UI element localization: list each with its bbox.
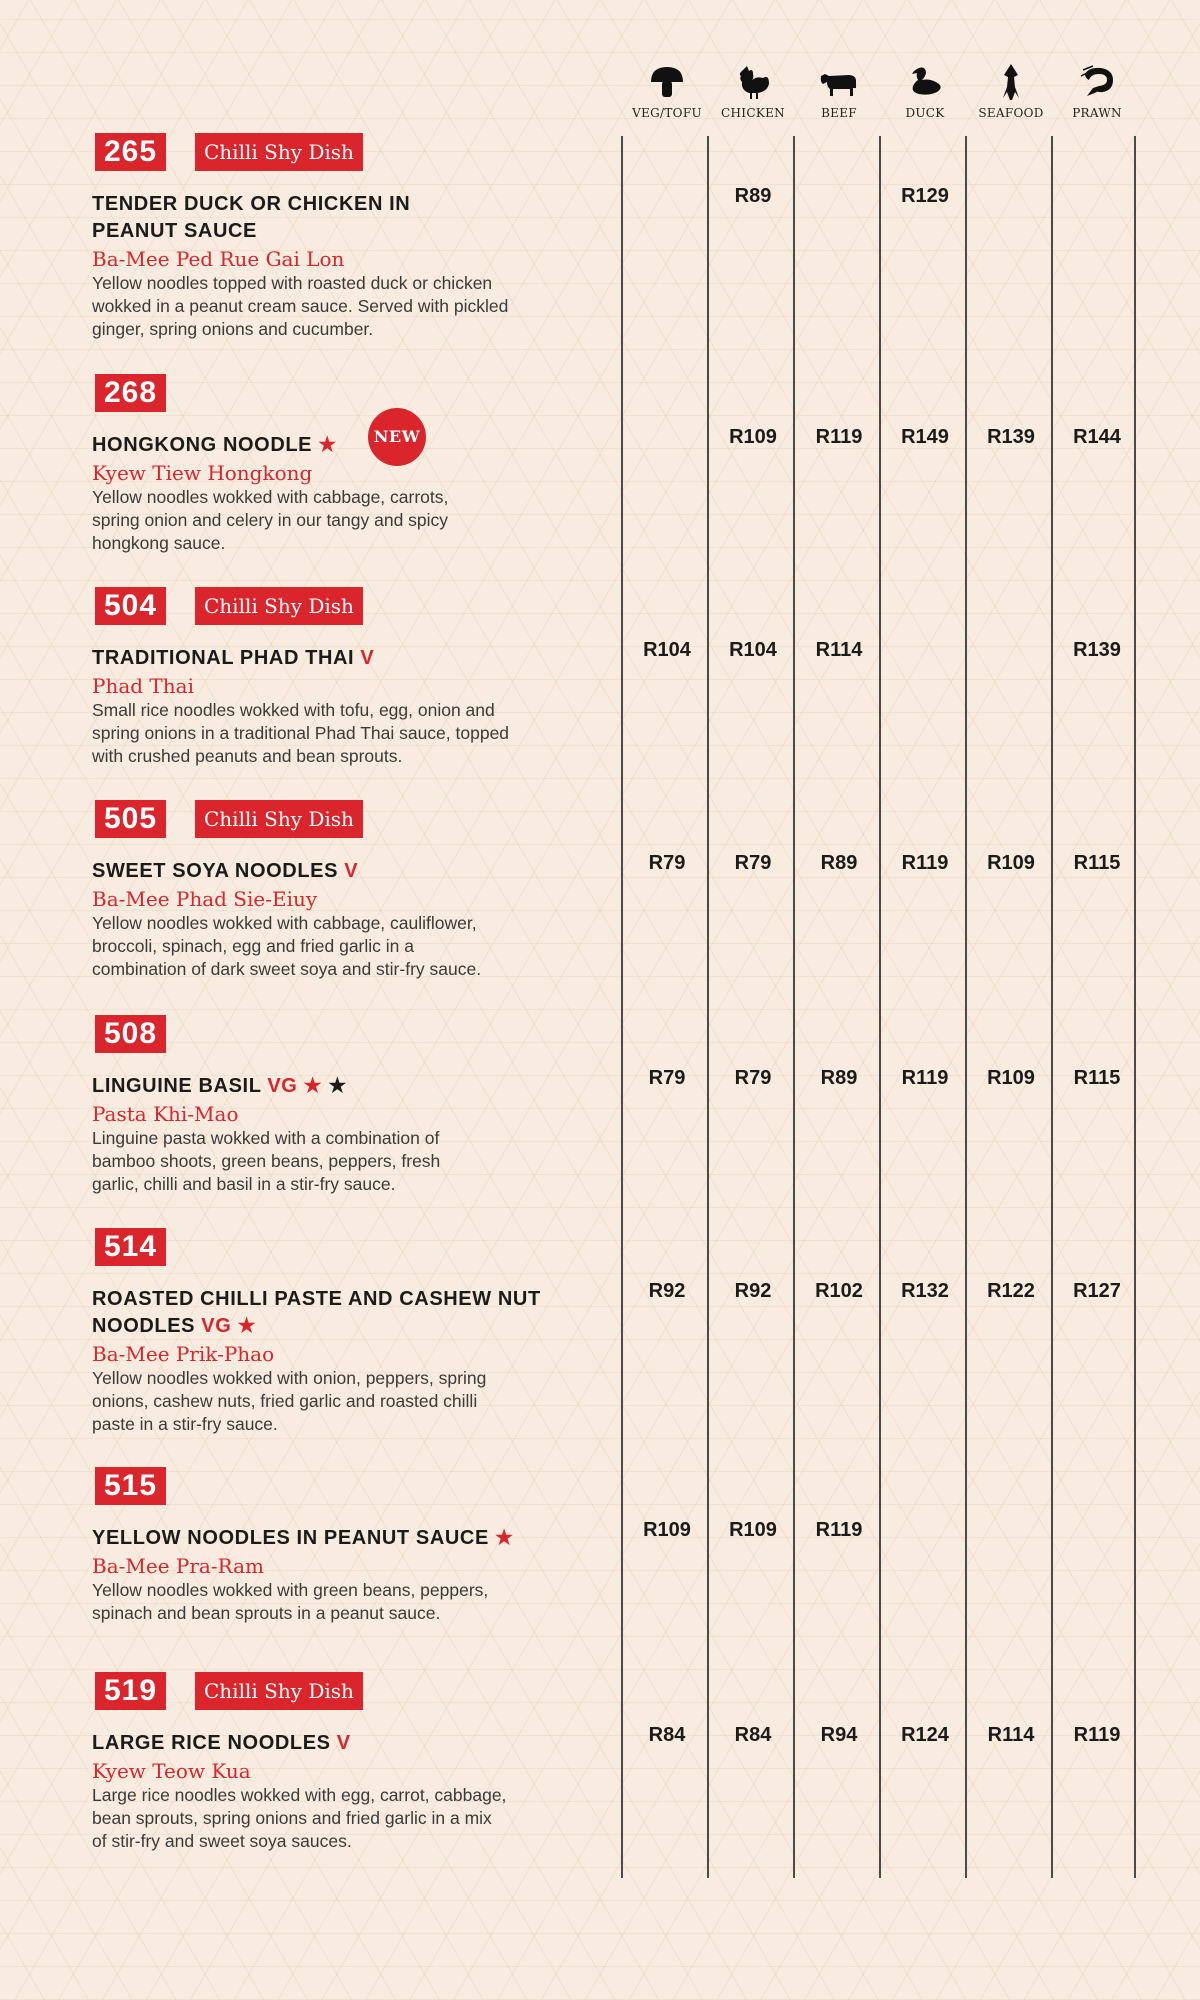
- price-prawn: R139: [1073, 639, 1121, 661]
- title-line: SWEET SOYA NOODLES: [92, 860, 339, 882]
- menu-item-515[interactable]: [92, 1467, 612, 1625]
- price-veg-tofu: R109: [643, 1519, 691, 1541]
- column-label: DUCK: [905, 106, 945, 120]
- price-beef: R89: [820, 1067, 858, 1089]
- description-line: of stir-fry and sweet soya sauces.: [92, 1831, 352, 1851]
- price-veg-tofu: R92: [648, 1280, 686, 1302]
- price-duck: R124: [901, 1724, 949, 1746]
- column-label: SEAFOOD: [978, 106, 1044, 120]
- item-description: [92, 1784, 612, 1853]
- chilli-shy-badge: Chilli Shy Dish: [195, 800, 363, 838]
- menu-item-504[interactable]: [92, 587, 612, 768]
- title-line: ROASTED CHILLI PASTE AND CASHEW NUT: [92, 1288, 541, 1310]
- thai-name: Phad Thai: [92, 674, 194, 698]
- squid-icon: [991, 62, 1031, 102]
- menu-item-514[interactable]: [92, 1228, 612, 1436]
- item-description: [92, 486, 612, 555]
- chilli-shy-badge: Chilli Shy Dish: [195, 133, 363, 171]
- price-beef: R102: [815, 1280, 863, 1302]
- title-line: LARGE RICE NOODLES: [92, 1732, 331, 1754]
- column-divider: [965, 136, 967, 1878]
- description-line: ginger, spring onions and cucumber.: [92, 319, 374, 339]
- description-line: spring onions in a traditional Phad Thai sauce, topped: [92, 723, 510, 743]
- mushroom-icon: [647, 62, 687, 102]
- item-number: 505: [95, 800, 166, 838]
- menu-item-508[interactable]: [92, 1015, 612, 1196]
- thai-name: Kyew Teow Kua: [92, 1759, 251, 1783]
- item-number: 268: [95, 374, 166, 412]
- description-line: with crushed peanuts and bean sprouts.: [92, 746, 403, 766]
- menu-item-265[interactable]: [92, 133, 612, 341]
- price-veg-tofu: R79: [648, 852, 686, 874]
- cow-icon: [819, 62, 859, 102]
- duck-icon: [905, 62, 945, 102]
- price-chicken: R104: [729, 639, 777, 661]
- column-header-prawn: [1054, 62, 1140, 120]
- price-prawn: R115: [1073, 852, 1121, 874]
- price-beef: R94: [820, 1724, 858, 1746]
- price-duck: R132: [901, 1280, 949, 1302]
- description-line: spinach and bean sprouts in a peanut sauce.: [92, 1603, 441, 1623]
- column-label: BEEF: [821, 106, 857, 120]
- item-description: [92, 699, 612, 768]
- column-label: PRAWN: [1072, 106, 1122, 120]
- column-divider: [707, 136, 709, 1878]
- item-number: 519: [95, 1672, 166, 1710]
- item-title: [92, 427, 612, 459]
- price-chicken: R92: [734, 1280, 772, 1302]
- thai-name: Ba-Mee Phad Sie-Eiuy: [92, 887, 318, 911]
- prawn-icon: [1077, 62, 1117, 102]
- price-veg-tofu: R104: [643, 639, 691, 661]
- thai-name: Kyew Tiew Hongkong: [92, 461, 313, 485]
- title-line: HONGKONG NOODLE: [92, 434, 313, 456]
- column-divider: [879, 136, 881, 1878]
- item-title: [92, 1525, 612, 1552]
- item-description: [92, 272, 612, 341]
- item-title: [92, 858, 612, 885]
- item-number: 265: [95, 133, 166, 171]
- price-beef: R119: [815, 1519, 863, 1541]
- item-description: [92, 912, 612, 981]
- column-divider: [621, 136, 623, 1878]
- item-title: [92, 191, 612, 245]
- price-beef: R89: [820, 852, 858, 874]
- description-line: Yellow noodles topped with roasted duck or chicken: [92, 273, 493, 293]
- description-line: onions, cashew nuts, fried garlic and roasted chilli: [92, 1391, 478, 1411]
- item-title: [92, 1286, 612, 1340]
- item-description: [92, 1579, 612, 1625]
- column-label: VEG/TOFU: [632, 106, 702, 120]
- column-header-veg-tofu: [624, 62, 710, 120]
- star-icon: ★: [328, 1075, 347, 1097]
- column-divider: [1134, 136, 1136, 1878]
- description-line: hongkong sauce.: [92, 533, 226, 553]
- menu-item-268[interactable]: [92, 374, 612, 555]
- thai-name: Ba-Mee Ped Rue Gai Lon: [92, 247, 345, 271]
- dietary-tag: V: [360, 647, 375, 669]
- thai-name: Pasta Khi-Mao: [92, 1102, 239, 1126]
- price-chicken: R109: [729, 426, 777, 448]
- price-duck: R119: [901, 1067, 949, 1089]
- description-line: Small rice noodles wokked with tofu, egg, onion and: [92, 700, 495, 720]
- item-number: 515: [95, 1467, 166, 1505]
- description-line: bamboo shoots, green beans, peppers, fresh: [92, 1151, 441, 1171]
- description-line: combination of dark sweet soya and stir-fry sauce.: [92, 959, 482, 979]
- description-line: paste in a stir-fry sauce.: [92, 1414, 278, 1434]
- description-line: Linguine pasta wokked with a combination of: [92, 1128, 440, 1148]
- item-number: 514: [95, 1228, 166, 1266]
- price-seafood: R109: [987, 852, 1035, 874]
- dietary-tag: V: [344, 860, 359, 882]
- thai-name: Ba-Mee Pra-Ram: [92, 1554, 264, 1578]
- item-title: [92, 645, 612, 672]
- description-line: Yellow noodles wokked with green beans, peppers,: [92, 1580, 489, 1600]
- item-description: [92, 1367, 612, 1436]
- description-line: wokked in a peanut cream sauce. Served with pickled: [92, 296, 509, 316]
- price-prawn: R115: [1073, 1067, 1121, 1089]
- menu-item-505[interactable]: [92, 800, 612, 981]
- price-duck: R129: [901, 185, 949, 207]
- description-line: garlic, chilli and basil in a stir-fry sauce.: [92, 1174, 396, 1194]
- item-title: [92, 1073, 612, 1100]
- column-label: CHICKEN: [721, 106, 785, 120]
- menu-item-519[interactable]: [92, 1672, 612, 1853]
- price-chicken: R79: [734, 852, 772, 874]
- chilli-shy-badge: Chilli Shy Dish: [195, 587, 363, 625]
- description-line: Yellow noodles wokked with cabbage, carrots,: [92, 487, 449, 507]
- chilli-shy-badge: Chilli Shy Dish: [195, 1672, 363, 1710]
- price-duck: R119: [901, 852, 949, 874]
- title-line: PEANUT SAUCE: [92, 220, 257, 242]
- description-line: spring onion and celery in our tangy and spicy: [92, 510, 449, 530]
- title-line: TRADITIONAL PHAD THAI: [92, 647, 355, 669]
- title-line: LINGUINE BASIL: [92, 1075, 262, 1097]
- dietary-tag: VG: [201, 1315, 232, 1337]
- price-beef: R119: [815, 426, 863, 448]
- dietary-tag: V: [336, 1732, 351, 1754]
- description-line: Yellow noodles wokked with onion, peppers, spring: [92, 1368, 487, 1388]
- price-prawn: R119: [1073, 1724, 1121, 1746]
- title-line: TENDER DUCK OR CHICKEN IN: [92, 193, 411, 215]
- price-chicken: R89: [734, 185, 772, 207]
- thai-name: Ba-Mee Prik-Phao: [92, 1342, 275, 1366]
- column-divider: [793, 136, 795, 1878]
- item-number: 508: [95, 1015, 166, 1053]
- dietary-tag: VG: [267, 1075, 298, 1097]
- spicy-star-icon: ★: [237, 1315, 257, 1337]
- item-title: [92, 1730, 612, 1757]
- spicy-star-icon: ★: [495, 1527, 514, 1549]
- title-line: YELLOW NOODLES IN PEANUT SAUCE: [92, 1527, 489, 1549]
- new-badge: NEW: [368, 408, 426, 466]
- price-beef: R114: [815, 639, 863, 661]
- item-description: [92, 1127, 612, 1196]
- column-header-beef: [796, 62, 882, 120]
- price-chicken: R109: [729, 1519, 777, 1541]
- column-header-seafood: [968, 62, 1054, 120]
- column-divider: [1051, 136, 1053, 1878]
- price-seafood: R139: [987, 426, 1035, 448]
- spicy-star-icon: ★: [318, 434, 337, 456]
- price-duck: R149: [901, 426, 949, 448]
- chicken-icon: [733, 62, 773, 102]
- price-chicken: R79: [734, 1067, 772, 1089]
- item-number: 504: [95, 587, 166, 625]
- description-line: Large rice noodles wokked with egg, carrot, cabbage,: [92, 1785, 507, 1805]
- price-chicken: R84: [734, 1724, 772, 1746]
- price-seafood: R114: [987, 1724, 1035, 1746]
- price-seafood: R122: [987, 1280, 1035, 1302]
- price-veg-tofu: R79: [648, 1067, 686, 1089]
- column-header-duck: [882, 62, 968, 120]
- price-prawn: R144: [1073, 426, 1121, 448]
- price-seafood: R109: [987, 1067, 1035, 1089]
- price-veg-tofu: R84: [648, 1724, 686, 1746]
- description-line: broccoli, spinach, egg and fried garlic in a: [92, 936, 414, 956]
- description-line: bean sprouts, spring onions and fried garlic in a mix: [92, 1808, 492, 1828]
- spicy-star-icon: ★: [303, 1075, 323, 1097]
- description-line: Yellow noodles wokked with cabbage, cauliflower,: [92, 913, 477, 933]
- column-header-chicken: [710, 62, 796, 120]
- title-line: NOODLES: [92, 1315, 196, 1337]
- price-prawn: R127: [1073, 1280, 1121, 1302]
